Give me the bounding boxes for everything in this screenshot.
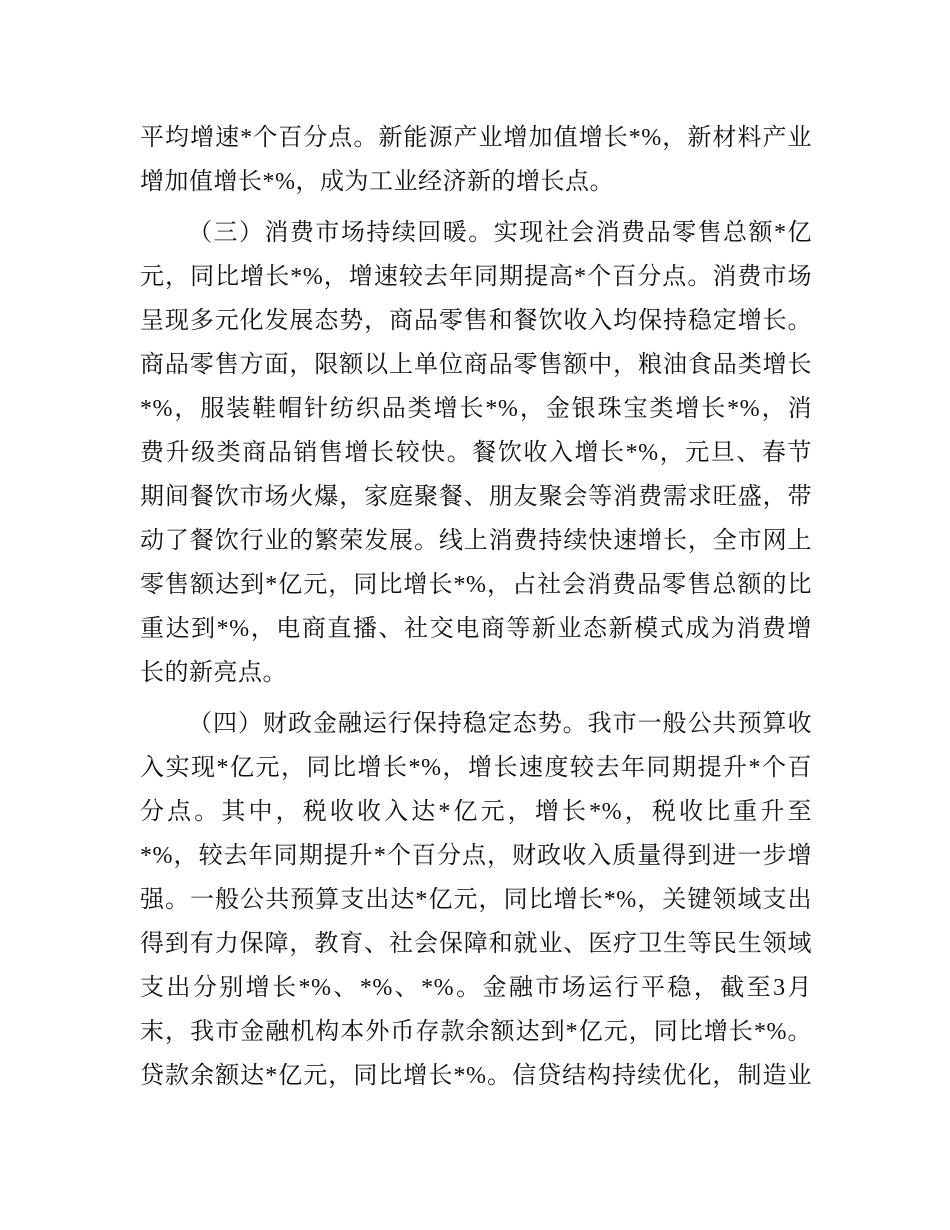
- text-line: 强。一般公共预算支出达*亿元，同比增长*%，关键领域支出: [140, 887, 812, 913]
- text-line: 贷款余额达*亿元，同比增长*%。信贷结构持续优化，制造业: [140, 1063, 812, 1089]
- text-line: 末，我市金融机构本外币存款余额达到*亿元，同比增长*%。: [140, 1019, 812, 1045]
- paragraph: [140, 702, 812, 1098]
- text-line: 重达到*%，电商直播、社交电商等新业态新模式成为消费增: [140, 616, 812, 642]
- text-line: （四）财政金融运行保持稳定态势。我市一般公共预算收: [188, 711, 812, 737]
- text-line: 增加值增长*%，成为工业经济新的增长点。: [140, 169, 614, 195]
- text-line: 平均增速*个百分点。新能源产业增加值增长*%，新材料产业: [140, 125, 812, 151]
- text-line: 期间餐饮市场火爆，家庭聚餐、朋友聚会等消费需求旺盛，带: [140, 484, 812, 510]
- text-line: *%，服装鞋帽针纺织品类增长*%，金银珠宝类增长*%，消: [140, 396, 812, 422]
- text-line: 分点。其中，税收收入达*亿元，增长*%，税收比重升至: [140, 799, 812, 825]
- text-line: （三）消费市场持续回暖。实现社会消费品零售总额*亿: [188, 220, 812, 246]
- text-line: 商品零售方面，限额以上单位商品零售额中，粮油食品类增长: [140, 352, 812, 378]
- paragraph: [140, 211, 812, 695]
- text-line: *%，较去年同期提升*个百分点，财政收入质量得到进一步增: [140, 843, 812, 869]
- text-line: 长的新亮点。: [140, 660, 287, 686]
- text-line: 费升级类商品销售增长较快。餐饮收入增长*%，元旦、春节: [140, 440, 812, 466]
- text-line: 零售额达到*亿元，同比增长*%，占社会消费品零售总额的比: [140, 572, 812, 598]
- text-line: 动了餐饮行业的繁荣发展。线上消费持续快速增长，全市网上: [140, 528, 812, 554]
- text-line: 得到有力保障，教育、社会保障和就业、医疗卫生等民生领域: [140, 931, 812, 957]
- document-body: [140, 116, 812, 1098]
- paragraph: [140, 116, 812, 204]
- text-line: 呈现多元化发展态势，商品零售和餐饮收入均保持稳定增长。: [140, 308, 812, 334]
- text-line: 元，同比增长*%，增速较去年同期提高*个百分点。消费市场: [140, 264, 812, 290]
- text-line: 支出分别增长*%、*%、*%。金融市场运行平稳，截至3月: [140, 975, 812, 1001]
- text-line: 入实现*亿元，同比增长*%，增长速度较去年同期提升*个百: [140, 755, 812, 781]
